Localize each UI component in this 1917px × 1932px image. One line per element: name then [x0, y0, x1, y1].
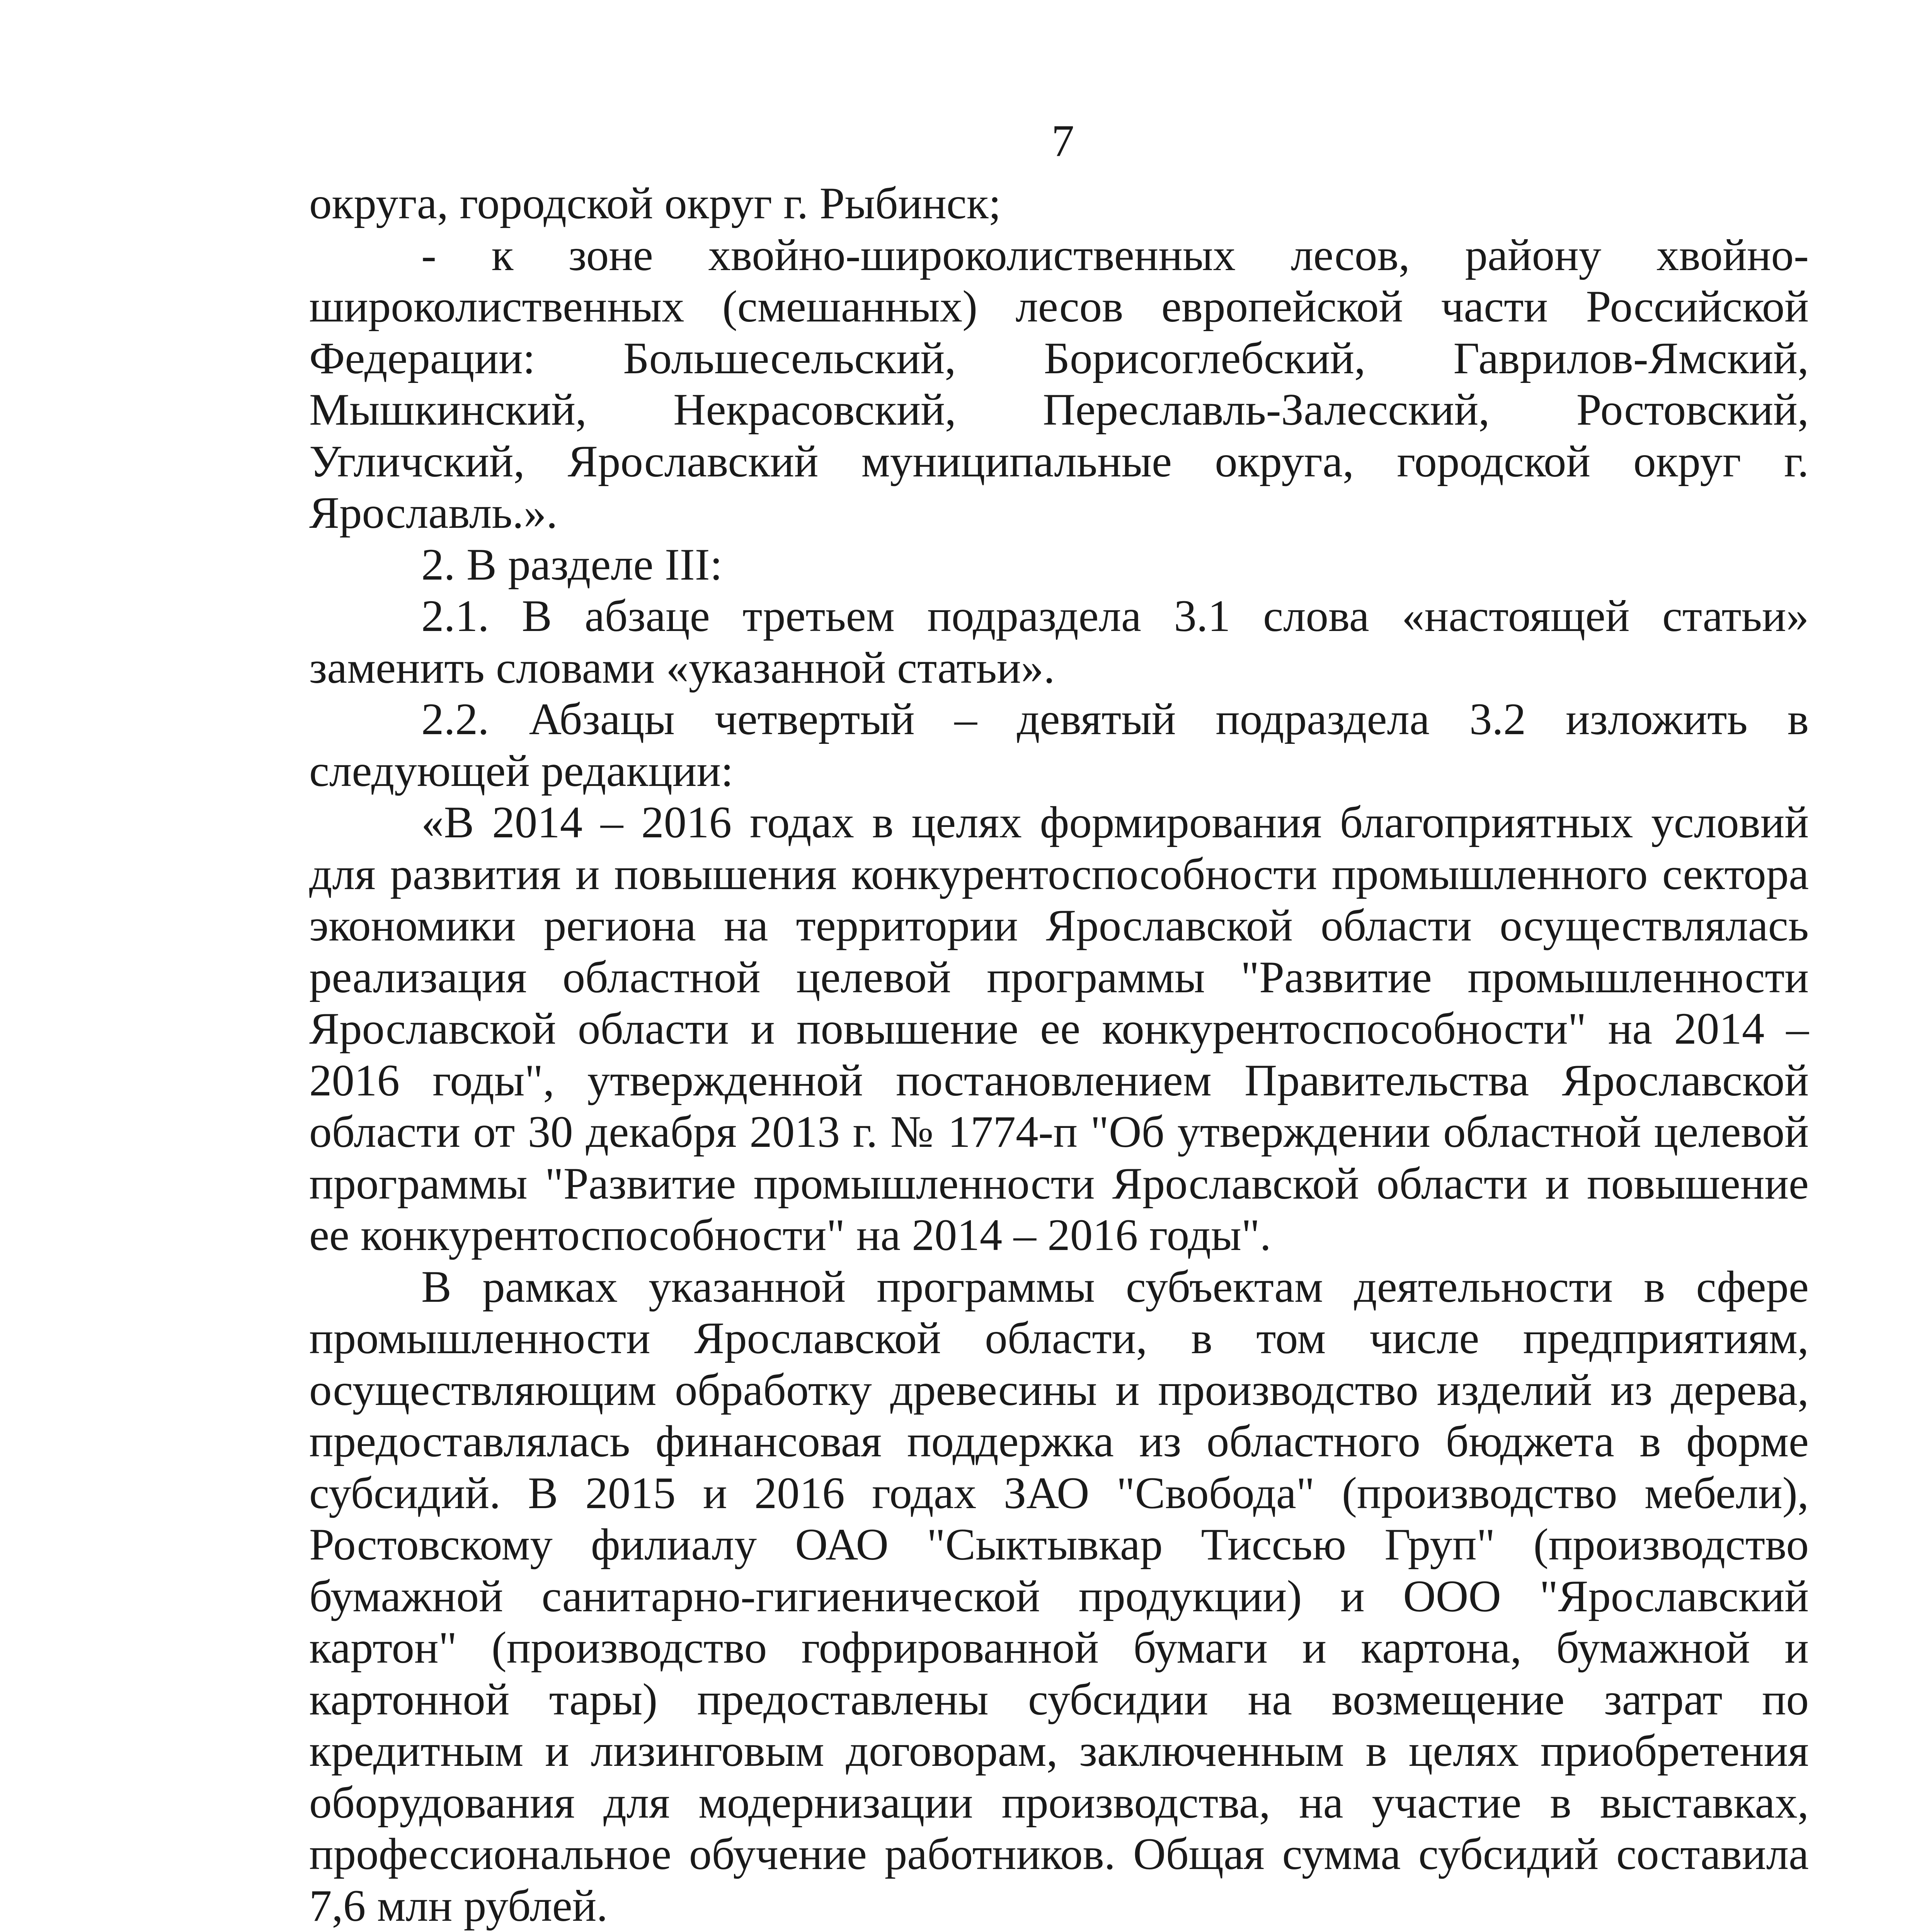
paragraph-forest-zone: - к зоне хвойно-широколиственных лесов, району хвойно-широколиственных (смешанных) лесов европейской части Российской Федерации: Большесельский, Борисоглебский, Гаврилов-Ямский, Мышкинский, Некрасовский, Переславль-Залесский, Ростовский, Угличский, Ярославский муниципальные округа, городской округ г. Ярославль.».	[309, 230, 1809, 538]
document-body	[309, 178, 1809, 1932]
paragraph-subsidies: В рамках указанной программы субъектам деятельности в сфере промышленности Ярославской области, в том числе предприятиям, осуществляющим обработку древесины и производство изделий из дерева, предоставлялась финансовая поддержка из областного бюджета в форме субсидий. В 2015 и 2016 годах ЗАО "Свобода" (производство мебели), Ростовскому филиалу ОАО "Сыктывкар Тиссью Груп" (производство бумажной санитарно-гигиенической продукции) и ООО "Ярославский картон" (производство гофрированной бумаги и картона, бумажной и картонной тары) предоставлены субсидии на возмещение затрат по кредитным и лизинговым договорам, заключенным в целях приобретения оборудования для модернизации производства, на участие в выставках, профессиональное обучение работников. Общая сумма субсидий составила 7,6 млн рублей.	[309, 1262, 1809, 1931]
paragraph-2-2: 2.2. Абзацы четвертый – девятый подраздела 3.2 изложить в следующей редакции:	[309, 694, 1809, 796]
paragraph-2-1: 2.1. В абзаце третьем подраздела 3.1 слова «настоящей статьи» заменить словами «указанной статьи».	[309, 591, 1809, 693]
paragraph-section-3-heading: 2. В разделе III:	[421, 539, 723, 590]
page-number: 7	[1051, 116, 1074, 166]
paragraph-continuation: округа, городской округ г. Рыбинск;	[309, 179, 1001, 228]
paragraph-program-2014-2016: «В 2014 – 2016 годах в целях формирования благоприятных условий для развития и повышения конкурентоспособности промышленного сектора экономики региона на территории Ярославской области осуществлялась реализация областной целевой программы "Развитие промышленности Ярославской области и повышение ее конкурентоспособности" на 2014 – 2016 годы", утвержденной постановлением Правительства Ярославской области от 30 декабря 2013 г. № 1774-п "Об утверждении областной целевой программы "Развитие промышленности Ярославской области и повышение ее конкурентоспособности" на 2014 – 2016 годы".	[309, 798, 1809, 1260]
